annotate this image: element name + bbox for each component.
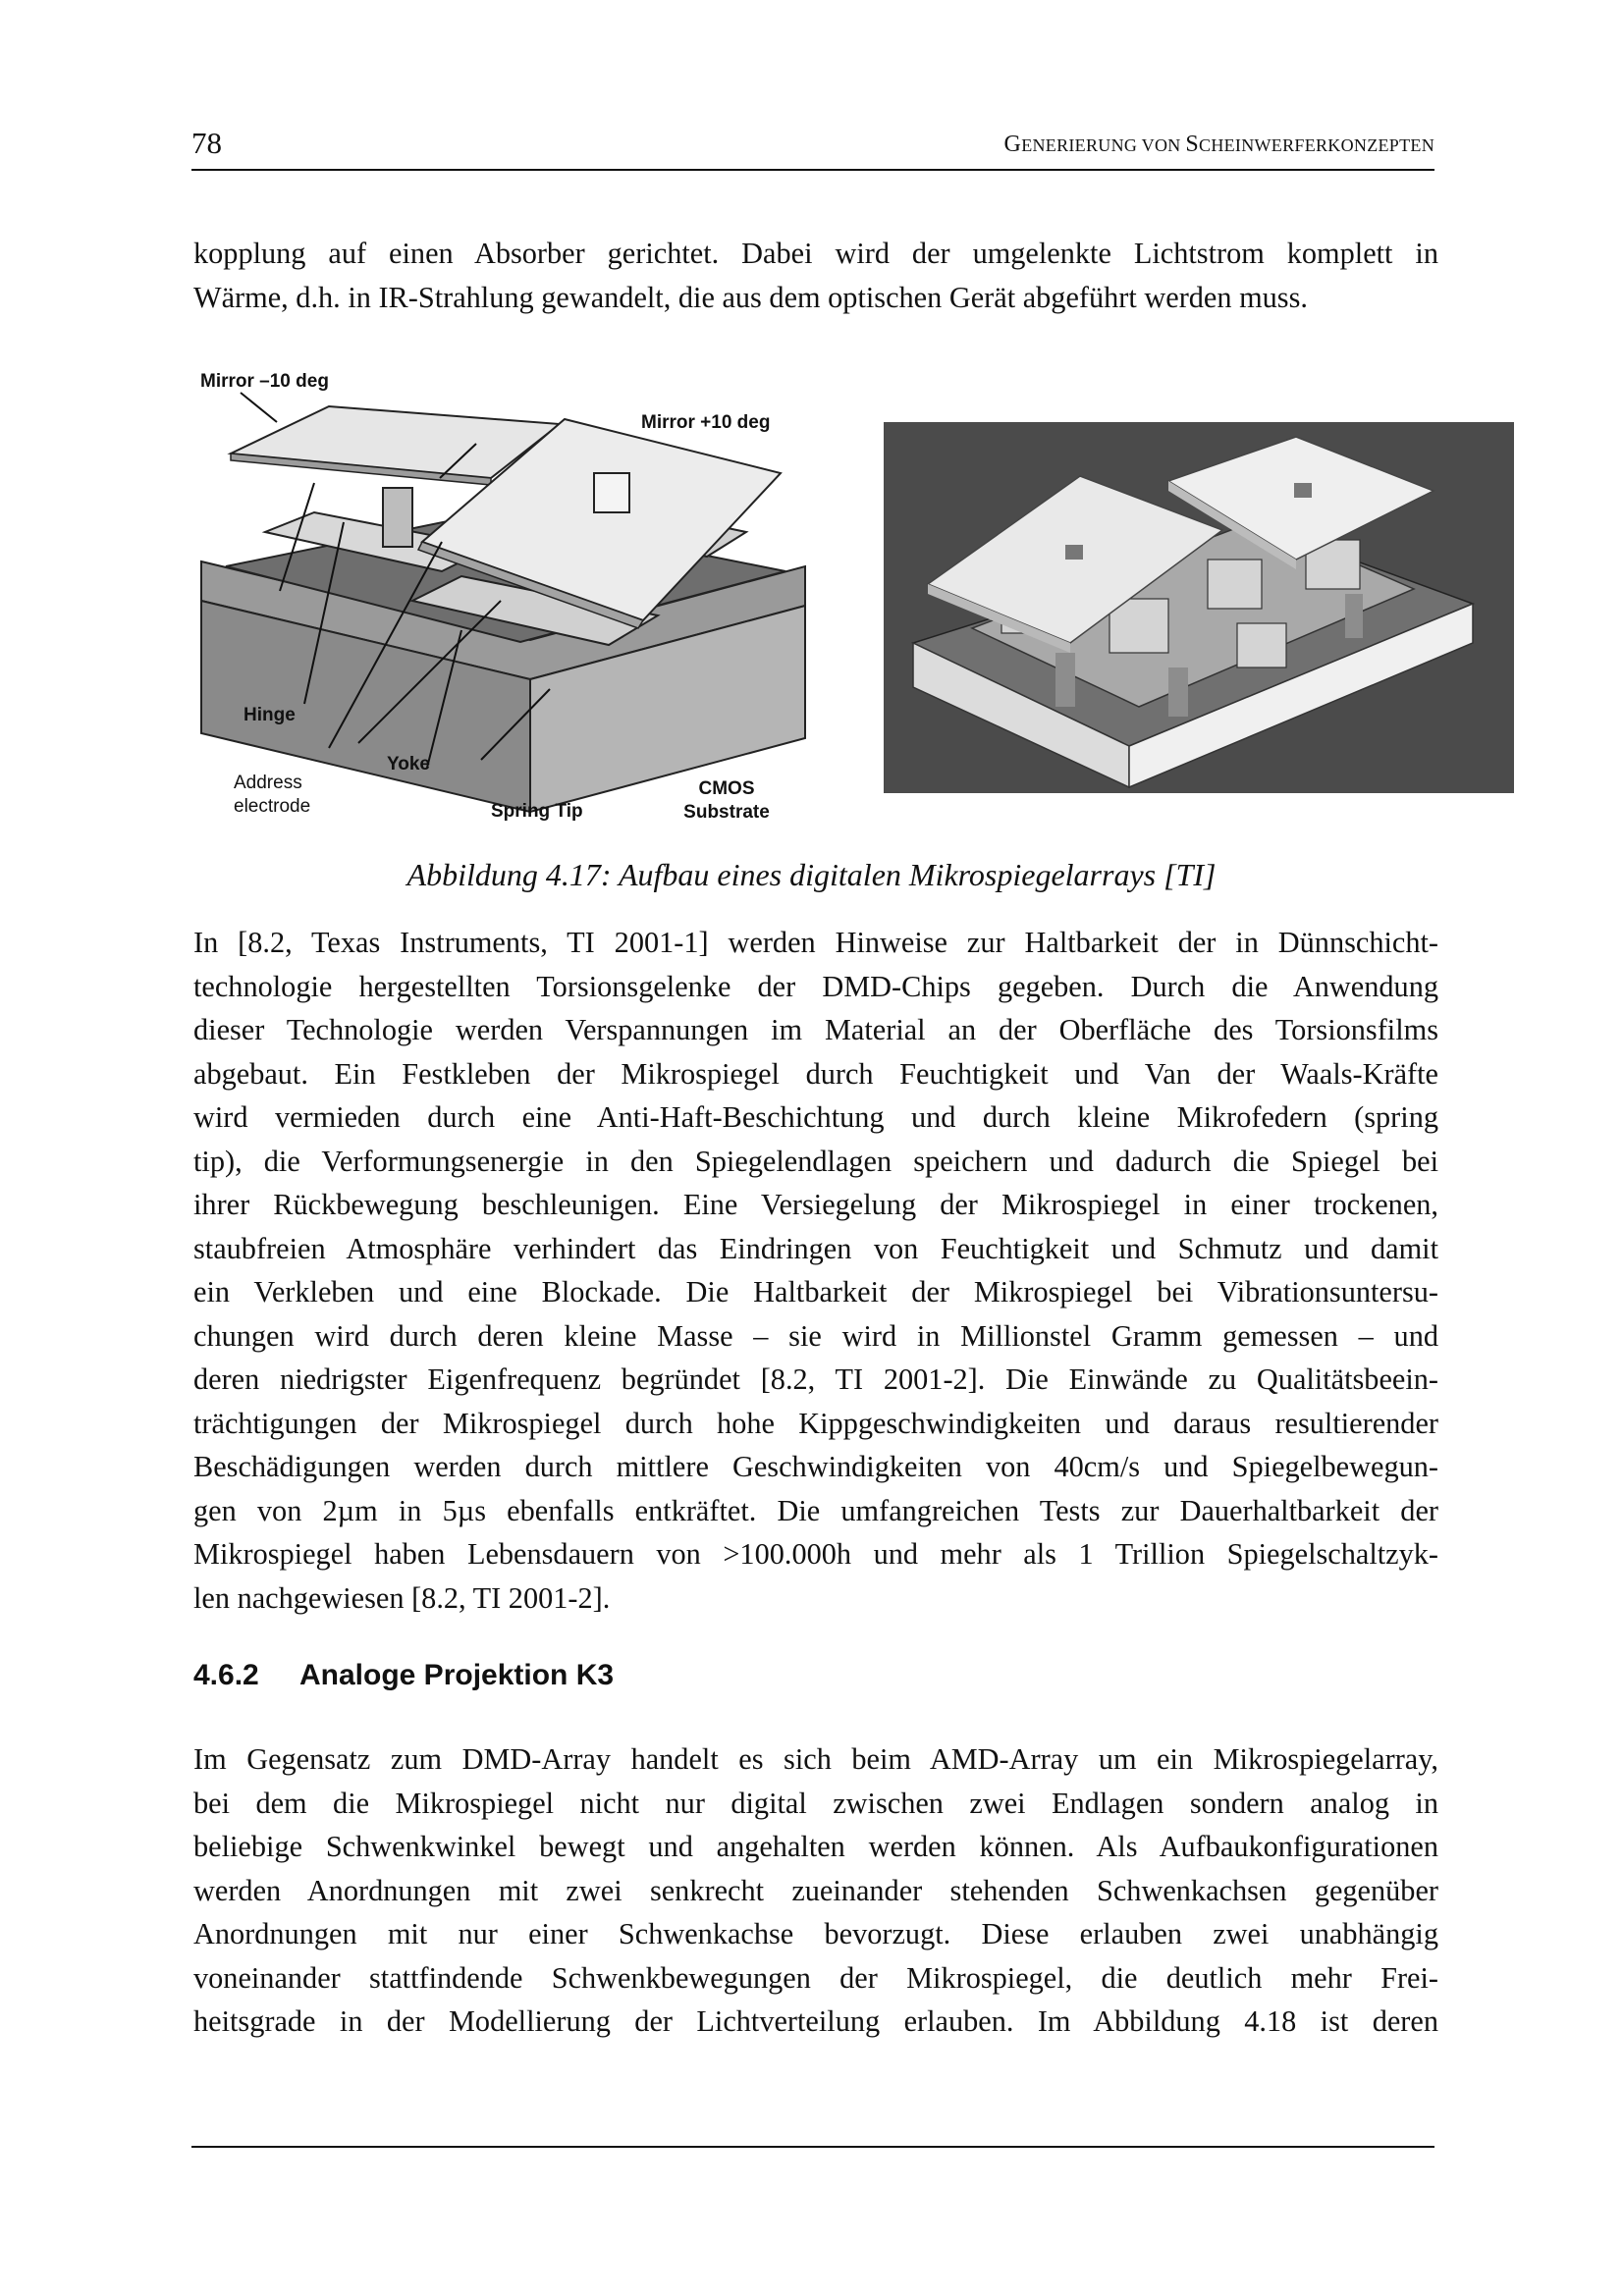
text-line: tip), die Verformungsenergie in den Spiegelendlagen speichern und dadurch die Spiegel bei — [193, 1144, 1438, 1178]
footer-rule — [191, 2146, 1434, 2148]
text-line: staubfreien Atmosphäre verhindert das Eindringen von Feuchtigkeit und Schmutz und damit — [193, 1231, 1438, 1265]
text-line: dieser Technologie werden Verspannungen im Material an der Oberfläche des Torsionsfilms — [193, 1013, 1438, 1046]
mirror-post — [383, 488, 412, 547]
text-line: beliebige Schwenkwinkel bewegt und angehalten werden können. Als Aufbaukonfigurationen — [193, 1830, 1438, 1863]
label-mirror-plus: Mirror +10 deg — [641, 412, 771, 433]
text-line: voneinander stattfindende Schwenkbewegungen der Mikrospiegel, die deutlich mehr Frei- — [193, 1960, 1438, 1995]
text-line: len nachgewiesen [8.2, TI 2001-2]. — [193, 1580, 611, 1615]
running-title-part: S — [1185, 132, 1200, 157]
figure-caption: Abbildung 4.17: Aufbau eines digitalen Mikrospiegelarrays [TI] — [406, 857, 1217, 892]
label-address: Address — [234, 773, 302, 793]
running-title-part: G — [1003, 132, 1022, 157]
text-line: Mikrospiegel haben Lebensdauern von >100.000h und mehr als 1 Trillion Spiegelschaltzyk- — [193, 1537, 1438, 1571]
text-line: Im Gegensatz zum DMD-Array handelt es sich beim AMD-Array um ein Mikrospiegelarray, — [193, 1742, 1438, 1776]
text-line: chungen wird durch deren kleine Masse – sie wird in Millionstel Gramm gemessen – und — [193, 1318, 1438, 1353]
text-line: abgebaut. Ein Festkleben der Mikrospiegel durch Feuchtigkeit und Van der Waals-Kräfte — [193, 1056, 1438, 1091]
text-line: Wärme, d.h. in IR-Strahlung gewandelt, die aus dem optischen Gerät abgeführt werden muss. — [193, 280, 1308, 314]
text-line: wird vermieden durch eine Anti-Haft-Beschichtung und durch kleine Mikrofedern (spring — [193, 1100, 1438, 1134]
body-paragraph — [193, 921, 1438, 1620]
text-line: trächtigungen der Mikrospiegel durch hohe Kippgeschwindigkeiten und daraus resultierender — [193, 1406, 1438, 1440]
text-line: kopplung auf einen Absorber gerichtet. Dabei wird der umgelenkte Lichtstrom komplett in — [193, 237, 1438, 270]
text-line: technologie hergestellten Torsionsgelenke der DMD-Chips gegeben. Durch die Anwendung — [193, 969, 1438, 1003]
page-number: 78 — [191, 126, 222, 160]
header-rule — [191, 169, 1434, 171]
dmd-schematic-diagram — [196, 365, 815, 834]
running-title — [1004, 132, 1434, 158]
running-title-part: CHEINWERFERKONZEPTEN — [1199, 135, 1434, 155]
text-line: gen von 2µm in 5µs ebenfalls entkräftet. Die umfangreichen Tests zur Dauerhaltbarkeit der — [193, 1493, 1438, 1527]
label-yoke: Yoke — [387, 754, 431, 774]
text-line: deren niedrigster Eigenfrequenz begründet [8.2, TI 2001-2]. Die Einwände zu Qualitätsbeein- — [193, 1362, 1438, 1396]
intro-paragraph — [193, 232, 1438, 319]
label-mirror-minus: Mirror –10 deg — [200, 371, 329, 392]
label-electrode: electrode — [234, 796, 311, 817]
dmd-render-image — [884, 422, 1514, 793]
text-line: heitsgrade in der Modellierung der Lichtverteilung erlauben. Im Abbildung 4.18 ist deren — [193, 2004, 1438, 2038]
text-line: ihrer Rückbewegung beschleunigen. Eine Versiegelung der Mikrospiegel in einer trockenen, — [193, 1188, 1438, 1221]
section-paragraph — [193, 1737, 1438, 2044]
running-title-part: ENERIERUNG VON — [1021, 135, 1186, 155]
section-number: 4.6.2 — [193, 1659, 259, 1691]
label-cmos: CMOS — [698, 778, 755, 799]
text-line: ein Verkleben und eine Blockade. Die Haltbarkeit der Mikrospiegel bei Vibrationsuntersu- — [193, 1275, 1438, 1308]
label-spring-tip: Spring Tip — [491, 801, 583, 822]
label-hinge: Hinge — [243, 705, 296, 725]
section-heading — [193, 1659, 614, 1692]
label-substrate: Substrate — [683, 802, 770, 823]
text-line: Beschädigungen werden durch mittlere Geschwindigkeiten von 40cm/s und Spiegelbewegun- — [193, 1450, 1438, 1483]
text-line: Anordnungen mit nur einer Schwenkachse bevorzugt. Diese erlauben zwei unabhängig — [193, 1917, 1438, 1950]
text-line: werden Anordnungen mit zwei senkrecht zueinander stehenden Schwenkachsen gegenüber — [193, 1873, 1438, 1907]
text-line: In [8.2, Texas Instruments, TI 2001-1] werden Hinweise zur Haltbarkeit der in Dünnschicht- — [193, 926, 1438, 959]
text-line: bei dem die Mikrospiegel nicht nur digital zwischen zwei Endlagen sondern analog in — [193, 1786, 1438, 1820]
section-title: Analoge Projektion K3 — [299, 1659, 615, 1691]
